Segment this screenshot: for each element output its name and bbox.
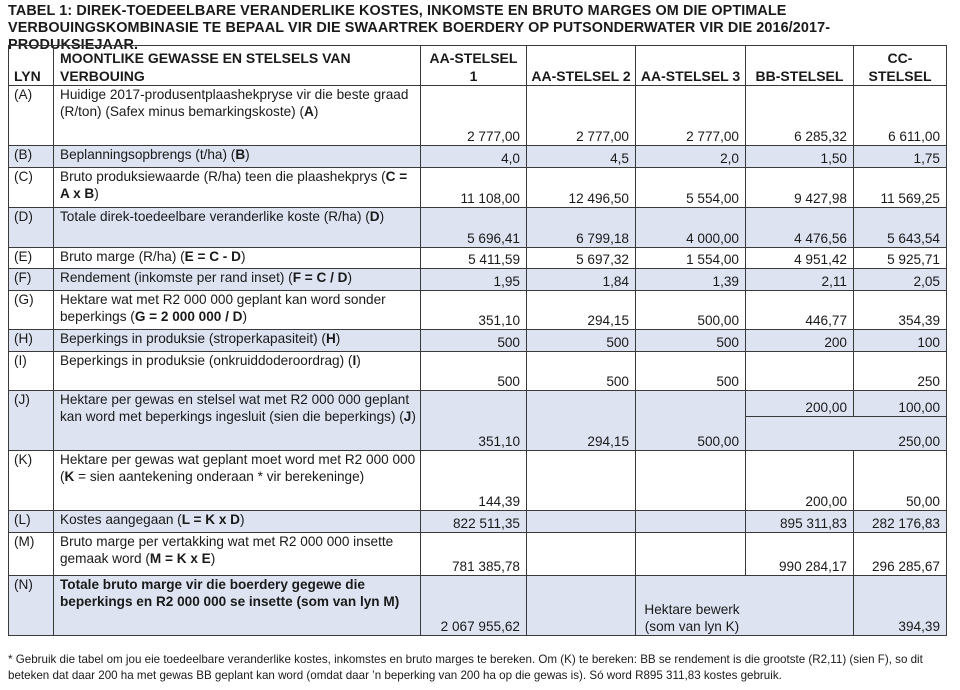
value-cell [746,352,854,391]
table-row-f [9,269,947,291]
row-description: Beplanningsopbrengs (t/ha) (B) [54,146,421,168]
row-label: (H) [9,330,54,352]
value-cell: 296 285,67 [854,533,947,576]
value-cell [527,533,636,576]
value-cell: 250 [854,352,947,391]
value-cell: 5 411,59 [421,248,527,269]
row-label: (C) [9,168,54,208]
value-cell: 500 [527,352,636,391]
header-cc-stelsel: CC-STELSEL [854,46,947,86]
value-cell: 394,39 [854,576,947,636]
value-cell: 2,0 [636,146,746,168]
value-cell: 4 476,56 [746,208,854,248]
value-cell: 9 427,98 [746,168,854,208]
table-row-e [9,248,947,269]
row-description: Bruto marge (R/ha) (E = C - D) [54,248,421,269]
header-lyn: LYN [9,46,54,86]
value-cell: 2 777,00 [421,86,527,146]
value-cell: 500 [421,352,527,391]
row-description: Bruto marge per vertakking wat met R2 000 000 insette gemaak word (M = K x E) [54,533,421,576]
value-cell: 822 511,35 [421,511,527,533]
row-label: (I) [9,352,54,391]
value-cell: 11 108,00 [421,168,527,208]
value-cell: 50,00 [854,451,947,511]
header-aa-stelsel-2: AA-STELSEL 2 [527,46,636,86]
value-cell: 250,00 [746,417,947,451]
value-cell: 1,95 [421,269,527,291]
table-row-m [9,533,947,576]
value-cell [527,576,636,636]
value-cell: 500 [527,330,636,352]
row-description: Hektare wat met R2 000 000 geplant kan word sonder beperkings (G = 2 000 000 / D) [54,291,421,330]
value-cell: 100,00 [854,391,947,417]
value-cell: 144,39 [421,451,527,511]
value-cell: 990 284,17 [746,533,854,576]
value-cell: 500,00 [636,291,746,330]
value-cell [636,511,746,533]
value-cell: 5 696,41 [421,208,527,248]
value-cell [527,451,636,511]
value-cell: 1,39 [636,269,746,291]
value-cell: 895 311,83 [746,511,854,533]
value-cell: 2 777,00 [636,86,746,146]
value-cell: 781 385,78 [421,533,527,576]
row-description: Huidige 2017-produsentplaashekpryse vir die beste graad (R/ton) (Safex minus bemarkingskoste) (A) [54,86,421,146]
value-cell: 12 496,50 [527,168,636,208]
footnote: * Gebruik die tabel om jou eie toedeelbare veranderlike kostes, inkomstes en bruto marges te bereken. Om (K) te bereken: BB se rendement is die grootste (R2,11) (sien F), so dit beteken dat daar 200 ha met gewas BB geplant kan word (omdat daar ’n beperking van 200 ha op die gewas is). Só word R895 311,83 kostes gebruik. [8,653,923,682]
value-cell: 4,0 [421,146,527,168]
row-label: (E) [9,248,54,269]
row-label: (J) [9,391,54,451]
header-aa-stelsel-3: AA-STELSEL 3 [636,46,746,86]
value-cell: 6 799,18 [527,208,636,248]
table-row-g [9,291,947,330]
value-cell: 500 [421,330,527,352]
table-row-n [9,576,947,636]
row-description: Totale direk-toedeelbare veranderlike koste (R/ha) (D) [54,208,421,248]
value-cell: 446,77 [746,291,854,330]
value-cell: 354,39 [854,291,947,330]
table-row-h [9,330,947,352]
header-aa-stelsel-1: AA-STELSEL 1 [421,46,527,86]
value-cell: 294,15 [527,391,636,451]
value-cell: 500 [636,330,746,352]
value-cell [527,511,636,533]
row-label: (D) [9,208,54,248]
value-cell: 5 643,54 [854,208,947,248]
row-description: Hektare per gewas en stelsel wat met R2 000 000 geplant kan word met beperkings ingesluit (sien die beperkings) (J) [54,391,421,451]
value-cell: 4,5 [527,146,636,168]
table-row-i [9,352,947,391]
header-bb-stelsel: BB-STELSEL [746,46,854,86]
row-description: Kostes aangegaan (L = K x D) [54,511,421,533]
row-label: (B) [9,146,54,168]
value-cell: 1,75 [854,146,947,168]
row-label: (K) [9,451,54,511]
table-row-d [9,208,947,248]
value-cell: 5 697,32 [527,248,636,269]
value-cell: 4 000,00 [636,208,746,248]
row-description: Hektare per gewas wat geplant moet word met R2 000 000 (K = sien aantekening onderaan * vir berekeninge) [54,451,421,511]
table-row-a [9,86,947,146]
value-cell: 11 569,25 [854,168,947,208]
row-label: (A) [9,86,54,146]
value-cell: 100 [854,330,947,352]
value-cell: 200 [746,330,854,352]
row-description: Rendement (inkomste per rand inset) (F = C / D) [54,269,421,291]
value-cell: 2,11 [746,269,854,291]
value-cell: 500,00 [636,391,746,451]
value-cell: 5 554,00 [636,168,746,208]
row-label: (F) [9,269,54,291]
value-cell: 2,05 [854,269,947,291]
value-cell [636,533,746,576]
value-cell: 351,10 [421,291,527,330]
value-cell: 1 554,00 [636,248,746,269]
row-label: (M) [9,533,54,576]
table-row-j [9,391,947,417]
value-cell [636,451,746,511]
table-title: TABEL 1: DIREK-TOEDEELBARE VERANDERLIKE KOSTES, INKOMSTE EN BRUTO MARGES OM DIE OPTIMALE VERBOUINGSKOMBINASIE TE BEPAAL VIR DIE SWAARTREK BOERDERY OP PUTSONDERWATER VIR DIE 2016/2017-PRODUKSIEJAAR. [8,3,831,53]
row-label: (N) [9,576,54,636]
row-label: (G) [9,291,54,330]
value-cell: 1,84 [527,269,636,291]
table-row-b [9,146,947,168]
table-row-k [9,451,947,511]
value-cell: 282 176,83 [854,511,947,533]
row-description: Bruto produksiewaarde (R/ha) teen die plaashekprys (C = A x B) [54,168,421,208]
row-description: Beperkings in produksie (onkruiddoderoordrag) (I) [54,352,421,391]
value-cell: 6 285,32 [746,86,854,146]
value-cell: 2 777,00 [527,86,636,146]
value-cell: 6 611,00 [854,86,947,146]
value-cell: 351,10 [421,391,527,451]
data-table [8,45,947,636]
table-row-l [9,511,947,533]
value-cell: 200,00 [746,391,854,417]
row-description: Totale bruto marge vir die boerdery gegewe die beperkings en R2 000 000 se insette (som van lyn M) [54,576,421,636]
value-cell: 4 951,42 [746,248,854,269]
header-description: MOONTLIKE GEWASSE EN STELSELS VAN VERBOUING [54,46,421,86]
value-cell: 500 [636,352,746,391]
value-cell: 1,50 [746,146,854,168]
row-label: (L) [9,511,54,533]
hektare-note: Hektare bewerk (som van lyn K) [636,576,854,636]
table-row-c [9,168,947,208]
row-description: Beperkings in produksie (stroperkapasiteit) (H) [54,330,421,352]
value-cell: 2 067 955,62 [421,576,527,636]
value-cell: 200,00 [746,451,854,511]
value-cell: 5 925,71 [854,248,947,269]
value-cell: 294,15 [527,291,636,330]
